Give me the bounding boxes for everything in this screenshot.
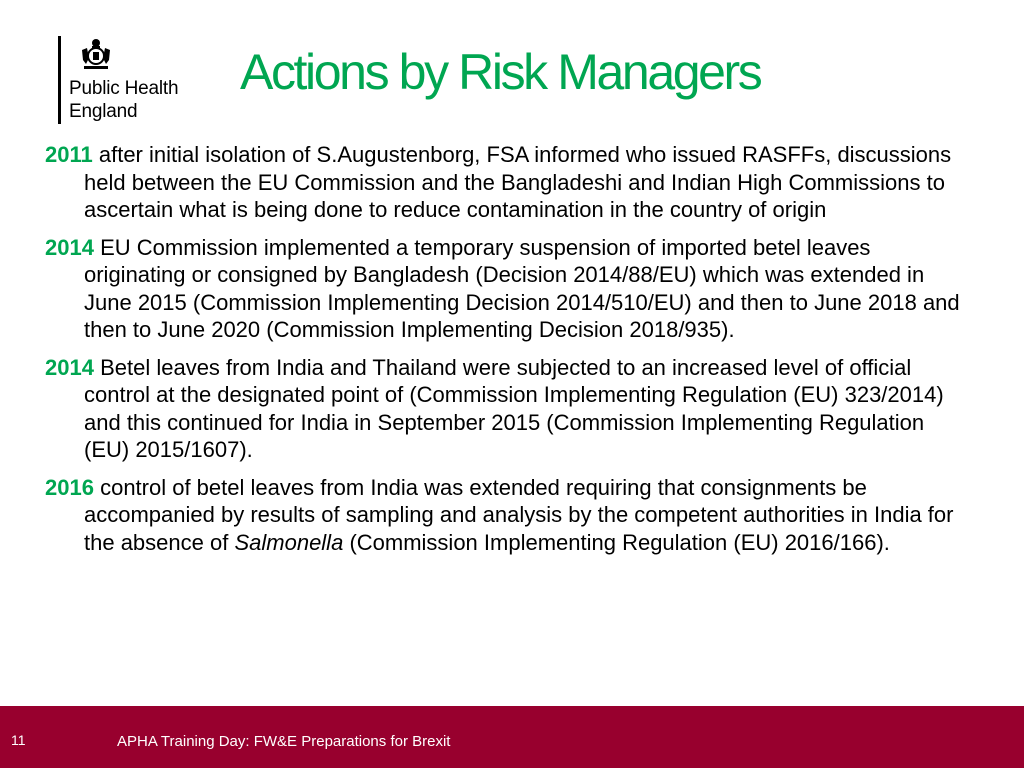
paragraph-2011 — [45, 141, 975, 224]
paragraph-text: EU Commission implemented a temporary suspension of imported betel leaves originating or consigned by Bangladesh (Decision 2014/88/EU) which was extended in June 2015 (Commission Implementing Decision 2014/510/EU) and then to June 2018 and then to June 2020 (Commission Implementing Decision 2018/935). — [84, 234, 960, 342]
year-label: 2014 — [45, 234, 94, 260]
paragraph-text-after: (Commission Implementing Regulation (EU) 2016/166). — [349, 529, 890, 555]
year-label: 2014 — [45, 354, 94, 380]
slide-number: 11 — [11, 732, 26, 748]
year-label: 2011 — [45, 142, 93, 167]
paragraph-text-italic: Salmonella — [234, 529, 344, 555]
paragraph-text-before: control of betel leaves from India was extended requiring that consignments be accompanied by results of sampling and analysis by the competent authorities in India for the absence of — [84, 474, 954, 555]
slide-body — [45, 141, 975, 566]
logo-line-1: Public Health — [69, 78, 179, 99]
paragraph-text: after initial isolation of S.Augustenborg, FSA informed who issued RASFFs, discussions held between the EU Commission and the Bangladeshi and Indian High Commissions to ascertain what is being done to reduce contamination in the country of origin — [84, 142, 952, 222]
logo-line-2: England — [69, 101, 138, 122]
paragraph-2014-suspension — [45, 234, 975, 344]
year-label: 2016 — [45, 474, 94, 500]
page-title: Actions by Risk Managers — [240, 44, 761, 100]
paragraph-2016 — [45, 474, 975, 557]
paragraph-text: Betel leaves from India and Thailand were subjected to an increased level of official control at the designated point of (Commission Implementing Regulation (EU) 323/2014) and this continued for India in September 2015 (Commission Implementing Regulation (EU) 2015/1607). — [84, 354, 944, 462]
footer-text: APHA Training Day: FW&E Preparations for Brexit — [117, 733, 451, 750]
footer-bar — [0, 706, 1024, 768]
paragraph-2014-control — [45, 354, 975, 464]
royal-crest-icon — [78, 36, 114, 70]
logo-divider-bar — [58, 36, 61, 124]
phe-logo — [58, 36, 218, 124]
logo-text — [69, 77, 178, 123]
